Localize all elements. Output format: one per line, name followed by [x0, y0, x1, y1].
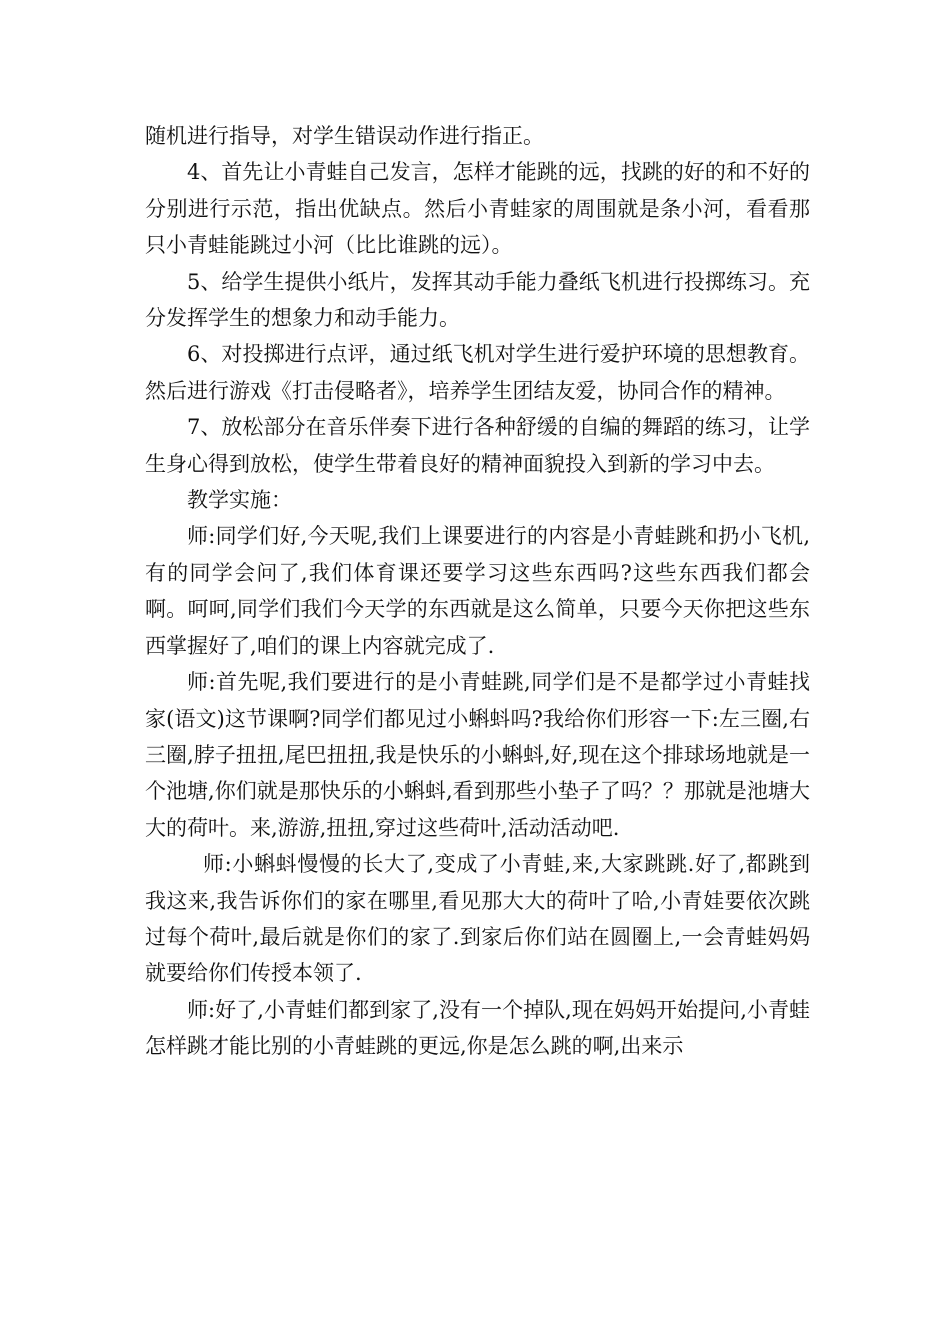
paragraph-teacher-intro: 师:同学们好,今天呢,我们上课要进行的内容是小青蛙跳和扔小飞机,有的同学会问了,我们体育课还要学习这些东西吗?这些东西我们都会啊。呵呵,同学们我们今天学的东西就是这么简单，只要今天你把这些东西掌握好了,咱们的课上内容就完成了. — [145, 524, 810, 658]
document-page — [145, 118, 810, 1065]
section-heading-teaching: 教学实施： — [187, 488, 292, 513]
paragraph-guidance: 随机进行指导，对学生错误动作进行指正。 — [145, 124, 544, 148]
paragraph-step-4: 4、首先让小青蛙自己发言，怎样才能跳的远，找跳的好的和不好的分别进行示范，指出优缺点。然后小青蛙家的周围就是条小河，看看那只小青蛙能跳过小河（比比谁跳的远）。 — [145, 160, 810, 258]
paragraph-teacher-question: 师:好了,小青蛙们都到家了,没有一个掉队,现在妈妈开始提问,小青蛙怎样跳才能比别的小青蛙跳的更远,你是怎么跳的啊,出来示 — [145, 997, 810, 1059]
paragraph-step-5: 5、给学生提供小纸片，发挥其动手能力叠纸飞机进行投掷练习。充分发挥学生的想象力和动手能力。 — [145, 269, 810, 331]
paragraph-teacher-tadpole: 师:首先呢,我们要进行的是小青蛙跳,同学们是不是都学过小青蛙找家(语文)这节课啊?同学们都见过小蝌蚪吗?我给你们形容一下:左三圈,右三圈,脖子扭扭,尾巴扭扭,我是快乐的小蝌蚪,好,现在这个排球场地就是一个池塘,你们就是那快乐的小蝌蚪,看到那些小垫子了吗？？那就是池塘大大的荷叶。来,游游,扭扭,穿过这些荷叶,活动活动吧. — [145, 670, 810, 840]
paragraph-step-6: 6、对投掷进行点评，通过纸飞机对学生进行爱护环境的思想教育。然后进行游戏《打击侵略者》，培养学生团结友爱，协同合作的精神。 — [145, 342, 810, 403]
paragraph-teacher-frog: 师:小蝌蚪慢慢的长大了,变成了小青蛙,来,大家跳跳.好了,都跳到我这来,我告诉你们的家在哪里,看见那大大的荷叶了哈,小青娃要依次跳过每个荷叶,最后就是你们的家了.到家后你们站在圆圈上,一会青蛙妈妈就要给你们传授本领了. — [145, 852, 810, 986]
paragraph-step-7: 7、放松部分在音乐伴奏下进行各种舒缓的自编的舞蹈的练习，让学生身心得到放松，使学生带着良好的精神面貌投入到新的学习中去。 — [145, 415, 810, 476]
